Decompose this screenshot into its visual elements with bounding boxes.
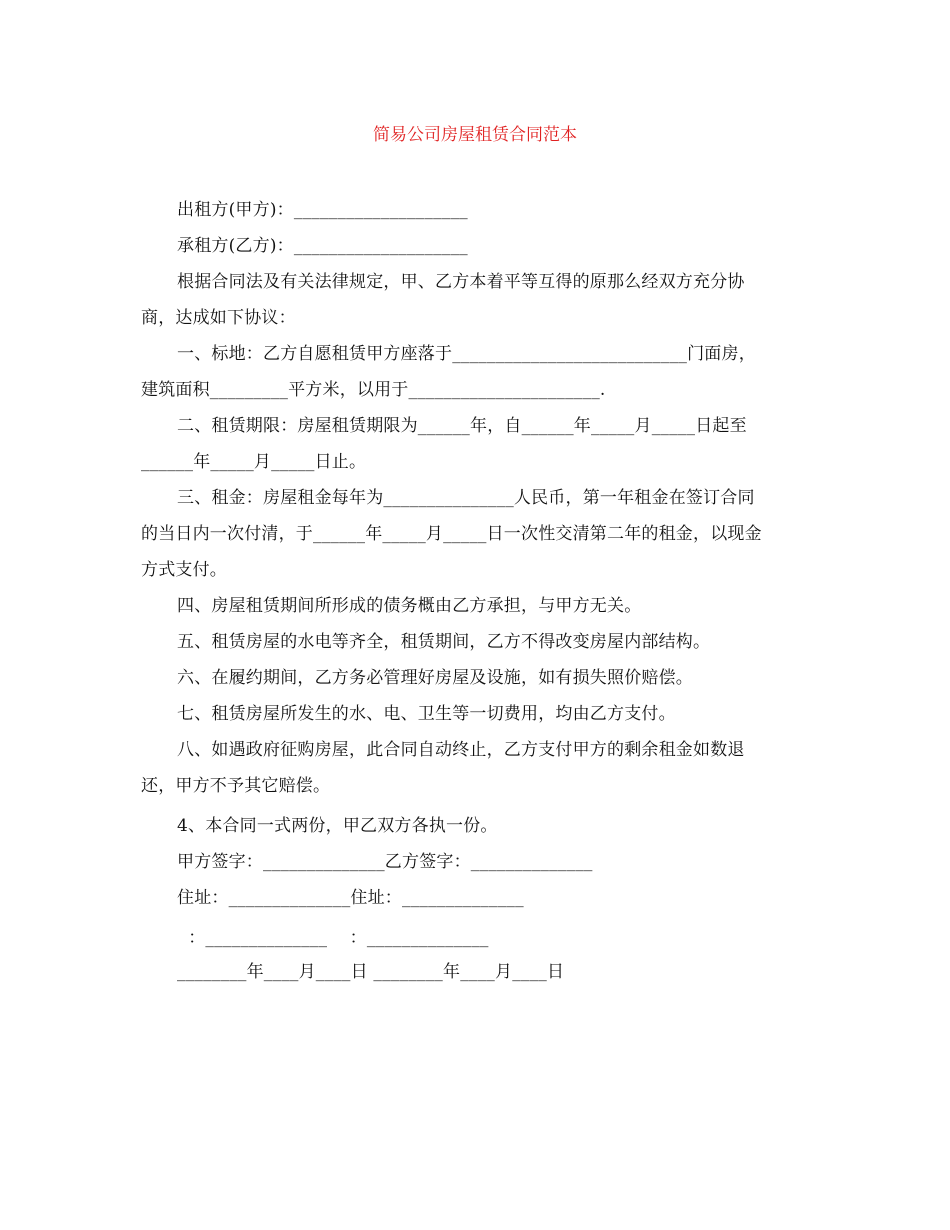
clause-3-line-1: 三、租金：房屋租金每年为_______________人民币，第一年租金在签订合同 (177, 488, 755, 508)
clause-6-line: 六、在履约期间，乙方务必管理好房屋及设施，如有损失照价赔偿。 (177, 668, 693, 688)
signature-line: 甲方签字：______________乙方签字：______________ (177, 852, 593, 872)
contact-line: ：______________ ：______________ (177, 928, 489, 948)
clause-8-line-1: 八、如遇政府征购房屋，此合同自动终止，乙方支付甲方的剩余租金如数退 (177, 740, 745, 760)
preamble-line-1: 根据合同法及有关法律规定，甲、乙方本着平等互得的原那么经双方充分协 (177, 272, 745, 292)
lessor-line: 出租方(甲方)：____________________ (177, 200, 468, 220)
copies-clause-line: 4、本合同一式两份，甲乙双方各执一份。 (177, 816, 498, 836)
clause-2-line-2: ______年_____月_____日止。 (141, 452, 367, 472)
preamble-line-2: 商，达成如下协议： (141, 308, 296, 328)
clause-4-line: 四、房屋租赁期间所形成的债务概由乙方承担，与甲方无关。 (177, 596, 642, 616)
clause-8-line-2: 还，甲方不予其它赔偿。 (141, 776, 331, 796)
lessee-line: 承租方(乙方)：____________________ (177, 236, 468, 256)
clause-1-line-1: 一、标地：乙方自愿租赁甲方座落于___________________________门面房， (177, 344, 756, 364)
clause-1-line-2: 建筑面积_________平方米，以用于______________________. (141, 380, 606, 400)
document-title: 简易公司房屋租赁合同范本 (373, 125, 577, 145)
clause-5-line: 五、租赁房屋的水电等齐全，租赁期间，乙方不得改变房屋内部结构。 (177, 632, 711, 652)
address-line: 住址：______________住址：______________ (177, 888, 524, 908)
clause-2-line-1: 二、租赁期限：房屋租赁期限为______年，自______年_____月_____日起至 (177, 416, 747, 436)
date-line: ________年____月____日 ________年____月____日 (177, 962, 565, 982)
clause-7-line: 七、租赁房屋所发生的水、电、卫生等一切费用，均由乙方支付。 (177, 704, 676, 724)
clause-3-line-2: 的当日内一次付清，于______年_____月_____日一次性交清第二年的租金，以现金 (141, 524, 762, 544)
clause-3-line-3: 方式支付。 (141, 560, 227, 580)
